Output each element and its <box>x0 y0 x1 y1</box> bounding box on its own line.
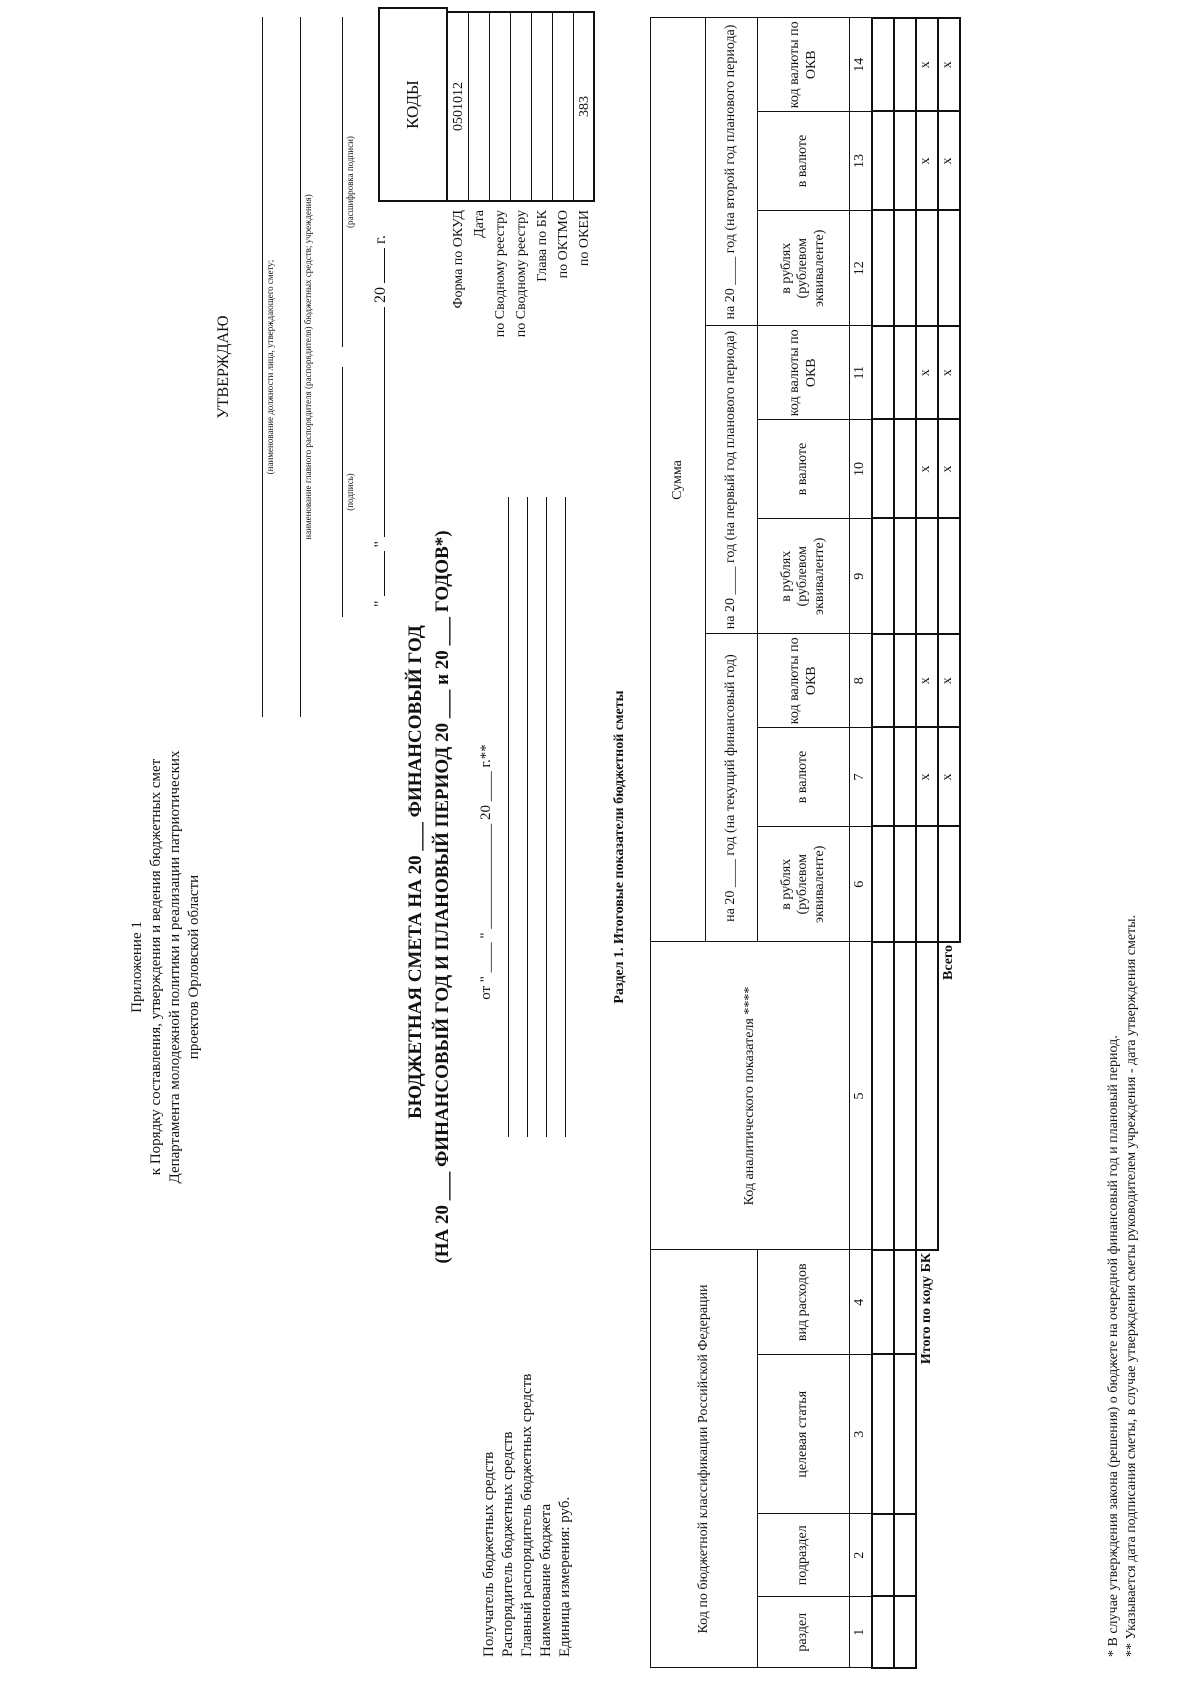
header-kbk: Код по бюджетной классификации Российской Федерации <box>651 1250 758 1668</box>
codes-row <box>553 7 574 397</box>
column-number: 13 <box>850 112 872 211</box>
column-number: 7 <box>850 728 872 827</box>
field-line <box>546 497 547 1137</box>
header-sum: Сумма <box>651 18 706 942</box>
codes-row-value: 383 <box>574 11 595 202</box>
x-cell: х <box>938 112 960 211</box>
field-label: Главный распорядитель бюджетных средств <box>519 1373 535 1657</box>
codes-row <box>532 7 553 397</box>
codes-row-label: по ОКЕИ <box>577 210 592 267</box>
header-rub: в рублях (рублевом эквиваленте) <box>758 827 850 943</box>
field-line <box>565 497 566 1137</box>
x-cell: х <box>938 326 960 420</box>
vsego-row <box>938 18 960 1668</box>
field-label: Получатель бюджетных средств <box>481 1451 497 1657</box>
x-cell: х <box>916 326 938 420</box>
column-number: 11 <box>850 326 872 420</box>
codes-row-label: Форма по ОКУД <box>451 210 466 309</box>
x-cell: х <box>916 634 938 728</box>
approve-title: УТВЕРЖДАЮ <box>215 315 232 419</box>
appendix-line: к Порядку составления, утверждения и ведения бюджетных смет <box>148 758 164 1176</box>
itogo-label: Итого по коду БК <box>916 1250 938 1668</box>
table-row <box>894 18 916 1668</box>
approve-position-line <box>262 17 263 717</box>
column-number: 4 <box>850 1250 872 1355</box>
x-cell: х <box>916 18 938 112</box>
column-number: 12 <box>850 211 872 327</box>
codes-row <box>448 7 469 397</box>
x-cell: х <box>938 634 960 728</box>
x-cell: х <box>938 420 960 519</box>
itogo-row <box>916 18 938 1668</box>
codes-row-value: 0501012 <box>448 11 469 202</box>
column-number: 1 <box>850 1597 872 1669</box>
codes-row <box>490 7 511 397</box>
footnote-2: ** Указывается дата подписания сметы, в случае утверждения сметы руководителем учреждения - дата утверждения сметы. <box>1124 914 1139 1657</box>
table-row <box>872 18 894 1668</box>
decode-line <box>342 17 343 347</box>
doc-date-line: от " ____ " ______________ 20 ____ г.** <box>478 744 494 1000</box>
codes-row-label: Глава по БК <box>535 210 550 282</box>
header-current-year: на 20 ____ год (на текущий финансовый год) <box>706 634 758 942</box>
codes-row-value <box>469 11 490 202</box>
x-cell: х <box>938 728 960 827</box>
header-okv: код валюты по ОКВ <box>758 634 850 728</box>
header-okv: код валюты по ОКВ <box>758 18 850 112</box>
codes-row-label: по ОКТМО <box>556 210 571 279</box>
header-second-plan-year: на 20 ____ год (на второй год планового периода) <box>706 18 758 326</box>
approve-date-year: 20 <box>372 286 389 303</box>
approve-org-line <box>300 17 301 717</box>
header-celevaya: целевая статья <box>758 1355 850 1515</box>
column-number: 3 <box>850 1355 872 1515</box>
footnote-1: * В случае утверждения закона (решения) о бюджете на очередной финансовый год и плановый период. <box>1106 1035 1121 1657</box>
fields-block <box>480 1117 575 1657</box>
header-val: в валюте <box>758 112 850 211</box>
codes-row-value <box>511 11 532 202</box>
signature-line <box>342 367 343 617</box>
x-cell: х <box>938 18 960 112</box>
codes-row-value <box>532 11 553 202</box>
column-number: 2 <box>850 1514 872 1597</box>
appendix-line: проектов Орловской области <box>186 874 202 1060</box>
field-label: Распорядитель бюджетных средств <box>500 1431 516 1657</box>
column-number-row <box>850 18 872 1668</box>
approve-date-quote: " <box>372 540 389 548</box>
doc-title-line1: БЮДЖЕТНАЯ СМЕТА НА 20 ___ ФИНАНСОВЫЙ ГОД <box>405 625 426 1119</box>
approve-date-quote: " <box>372 600 389 607</box>
header-first-plan-year: на 20 ____ год (на первый год планового периода) <box>706 326 758 634</box>
column-number: 6 <box>850 827 872 943</box>
footnotes <box>1105 157 1141 1657</box>
header-rub: в рублях (рублевом эквиваленте) <box>758 519 850 635</box>
header-val: в валюте <box>758 728 850 827</box>
vsego-label: Всего <box>940 945 956 980</box>
column-number: 5 <box>850 942 872 1250</box>
codes-row-label: по Сводному реестру <box>493 210 508 338</box>
header-val: в валюте <box>758 420 850 519</box>
codes-header: КОДЫ <box>378 7 448 202</box>
signature-caption: (подпись) <box>345 473 355 511</box>
appendix-line: Департамента молодежной политики и реализации патриотических <box>167 750 183 1184</box>
x-cell: х <box>916 728 938 827</box>
appendix-block <box>128 667 204 1267</box>
codes-row-value <box>490 11 511 202</box>
column-number: 10 <box>850 420 872 519</box>
header-okv: код валюты по ОКВ <box>758 326 850 420</box>
codes-row <box>469 7 490 397</box>
field-label: Единица измерения: руб. <box>557 1496 573 1657</box>
codes-row <box>511 7 532 397</box>
header-razdel: раздел <box>758 1597 850 1669</box>
field-line <box>508 497 509 1137</box>
codes-row-label: Дата <box>472 210 487 238</box>
header-rub: в рублях (рублевом эквиваленте) <box>758 211 850 327</box>
header-analytic-code: Код аналитического показателя **** <box>651 942 850 1250</box>
field-label: Наименование бюджета <box>538 1503 554 1657</box>
approve-position-caption: (наименование должности лица, утверждающего смету; <box>265 259 275 475</box>
codes-block <box>378 7 595 397</box>
column-number: 8 <box>850 634 872 728</box>
approve-org-caption: наименование главного распорядителя (распорядителя) бюджетных средств; учреждения) <box>303 194 313 540</box>
doc-title-line2: (НА 20 ___ ФИНАНСОВЫЙ ГОД И ПЛАНОВЫЙ ПЕРИОД 20 ___ и 20 ___ ГОДОВ*) <box>432 530 453 1264</box>
column-number: 9 <box>850 519 872 635</box>
decode-caption: (расшифровка подписи) <box>345 136 355 228</box>
approve-date-g: г. <box>372 235 389 244</box>
codes-row <box>574 7 595 397</box>
x-cell: х <box>916 420 938 519</box>
budget-table <box>650 17 961 1669</box>
field-line <box>527 497 528 1137</box>
column-number: 14 <box>850 18 872 112</box>
header-podrazdel: подраздел <box>758 1514 850 1597</box>
x-cell: х <box>916 112 938 211</box>
section1-title: Раздел 1. Итоговые показатели бюджетной сметы <box>612 690 627 1004</box>
appendix-line: Приложение 1 <box>129 921 145 1013</box>
codes-row-value <box>553 11 574 202</box>
header-vid: вид расходов <box>758 1250 850 1355</box>
codes-row-label: по Сводному реестру <box>514 210 529 338</box>
